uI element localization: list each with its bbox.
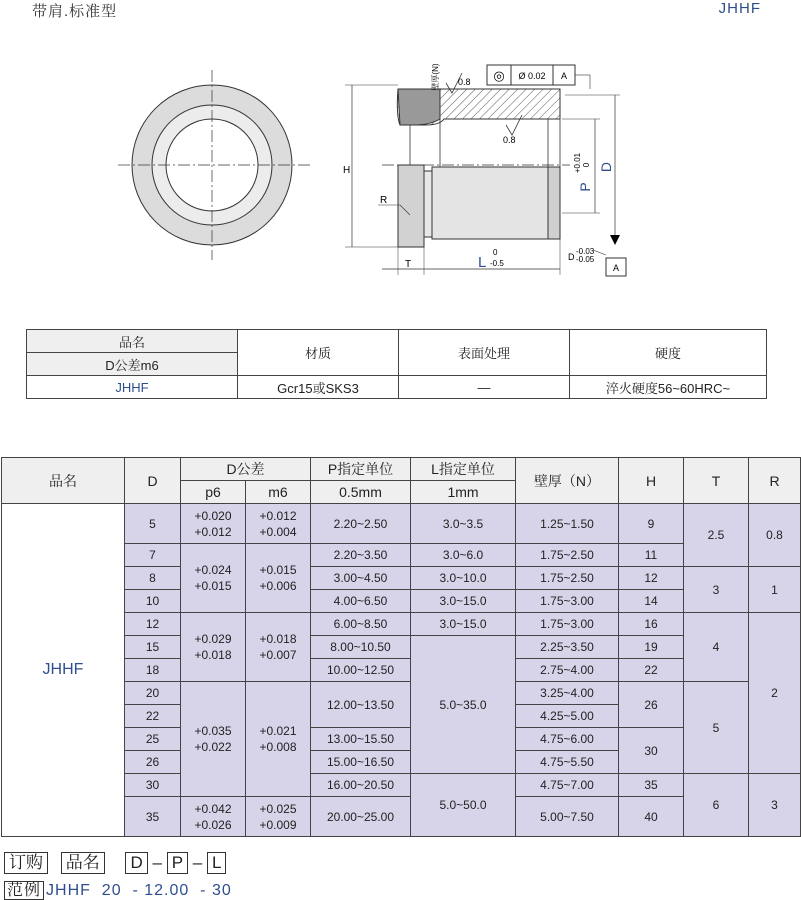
name-header: 品名 — [27, 330, 238, 353]
col-p6: p6 — [181, 481, 246, 504]
technical-drawing — [0, 55, 801, 285]
dim-T: T — [405, 259, 412, 270]
h-r3: 12 — [619, 567, 684, 590]
n-r4: 1.75~3.00 — [516, 590, 619, 613]
t-g3: 4 — [684, 613, 749, 682]
n-r11: 4.75~5.50 — [516, 751, 619, 774]
order-format — [4, 852, 226, 874]
concentricity-value: Ø 0.02 — [518, 71, 546, 81]
p6-g2: +0.024 +0.015 — [181, 544, 246, 613]
tolerance-header: D公差m6 — [27, 353, 238, 376]
example-label: 范例 — [4, 881, 44, 900]
r-g3: 2 — [749, 613, 801, 774]
order-field-L: L — [207, 852, 226, 874]
side-view — [343, 63, 626, 276]
t-g4: 5 — [684, 682, 749, 774]
wall-label: 壁厚(N) — [431, 63, 440, 91]
col-N: 壁厚（N） — [516, 458, 619, 504]
col-T: T — [684, 458, 749, 504]
p-r10: 13.00~15.50 — [311, 728, 411, 751]
r-g4: 3 — [749, 774, 801, 837]
dim-D-tol-lo: -0.05 — [576, 255, 595, 264]
p-r1: 2.20~2.50 — [311, 504, 411, 544]
roughness-label-1: 0.8 — [458, 77, 471, 87]
l-r5: 3.0~15.0 — [411, 613, 516, 636]
order-field-name: 品名 — [61, 852, 105, 874]
d-22: 22 — [125, 705, 181, 728]
l-r2: 3.0~6.0 — [411, 544, 516, 567]
p-r8: 12.00~13.50 — [311, 682, 411, 728]
l-r4: 3.0~15.0 — [411, 590, 516, 613]
spec-table — [26, 329, 767, 399]
n-r8: 3.25~4.00 — [516, 682, 619, 705]
col-P-unit: 0.5mm — [311, 481, 411, 504]
dim-H: H — [343, 165, 351, 176]
r-g1: 0.8 — [749, 504, 801, 567]
dim-P: P — [577, 182, 593, 192]
d-5: 5 — [125, 504, 181, 544]
order-field-D: D — [125, 852, 147, 874]
d-10: 10 — [125, 590, 181, 613]
n-r9: 4.25~5.00 — [516, 705, 619, 728]
n-r7: 2.75~4.00 — [516, 659, 619, 682]
table-product-name: JHHF — [2, 504, 125, 837]
d-20: 20 — [125, 682, 181, 705]
p6-g4: +0.035 +0.022 — [181, 682, 246, 797]
dim-D-small: D — [568, 252, 575, 262]
r-g2: 1 — [749, 567, 801, 613]
n-r5: 1.75~3.00 — [516, 613, 619, 636]
h-g8: 26 — [619, 682, 684, 728]
p6-g1: +0.020 +0.012 — [181, 504, 246, 544]
n-r2: 1.75~2.50 — [516, 544, 619, 567]
order-sep-1: – — [152, 853, 162, 872]
order-example — [4, 877, 232, 900]
roughness-label-2: 0.8 — [503, 135, 516, 145]
l-r3: 3.0~10.0 — [411, 567, 516, 590]
d-12: 12 — [125, 613, 181, 636]
d-15: 15 — [125, 636, 181, 659]
m6-g2: +0.015 +0.006 — [246, 544, 311, 613]
spec-name: JHHF — [27, 376, 238, 399]
h-r13: 40 — [619, 797, 684, 837]
dim-R: R — [380, 195, 388, 206]
d-25: 25 — [125, 728, 181, 751]
p-r11: 15.00~16.50 — [311, 751, 411, 774]
d-26: 26 — [125, 751, 181, 774]
surface-header: 表面处理 — [399, 330, 570, 376]
p6-g5: +0.042 +0.026 — [181, 797, 246, 837]
n-r1: 1.25~1.50 — [516, 504, 619, 544]
col-L: L指定单位 — [411, 458, 516, 481]
p6-g3: +0.029 +0.018 — [181, 613, 246, 682]
p-r2: 2.20~3.50 — [311, 544, 411, 567]
spec-hardness: 淬火硬度56~60HRC~ — [570, 376, 767, 399]
p-r3: 3.00~4.50 — [311, 567, 411, 590]
n-r12: 4.75~7.00 — [516, 774, 619, 797]
spec-material: Gcr15或SKS3 — [238, 376, 399, 399]
p-r12: 16.00~20.50 — [311, 774, 411, 797]
col-name: 品名 — [2, 458, 125, 504]
n-r13: 5.00~7.50 — [516, 797, 619, 837]
spec-surface: — — [399, 376, 570, 399]
t-g1: 2.5 — [684, 504, 749, 567]
h-g9: 30 — [619, 728, 684, 774]
n-r3: 1.75~2.50 — [516, 567, 619, 590]
t-g2: 3 — [684, 567, 749, 613]
datum-A: A — [612, 263, 620, 273]
dim-L: L — [478, 254, 487, 271]
d-18: 18 — [125, 659, 181, 682]
order-label: 订购 — [4, 852, 48, 874]
h-r4: 14 — [619, 590, 684, 613]
p-r6: 8.00~10.50 — [311, 636, 411, 659]
p-r5: 6.00~8.50 — [311, 613, 411, 636]
d-7: 7 — [125, 544, 181, 567]
l-g7: 5.0~50.0 — [411, 774, 516, 837]
d-30: 30 — [125, 774, 181, 797]
n-r10: 4.75~6.00 — [516, 728, 619, 751]
l-g6: 5.0~35.0 — [411, 636, 516, 774]
dim-D: D — [598, 161, 614, 173]
h-r5: 16 — [619, 613, 684, 636]
front-view — [118, 70, 310, 260]
t-g5: 6 — [684, 774, 749, 837]
col-P: P指定单位 — [311, 458, 411, 481]
dimension-table — [1, 457, 801, 837]
p-r4: 4.00~6.50 — [311, 590, 411, 613]
col-dtol: D公差 — [181, 458, 311, 481]
concentricity-datum: A — [560, 71, 568, 81]
col-D: D — [125, 458, 181, 504]
m6-g1: +0.012 +0.004 — [246, 504, 311, 544]
col-R: R — [749, 458, 801, 504]
d-35: 35 — [125, 797, 181, 837]
h-r7: 22 — [619, 659, 684, 682]
n-r6: 2.25~3.50 — [516, 636, 619, 659]
h-r1: 9 — [619, 504, 684, 544]
example-value: JHHF 20 - 12.00 - 30 — [46, 882, 232, 899]
h-r12: 35 — [619, 774, 684, 797]
page-title: 带肩.标准型 — [32, 3, 118, 20]
l-r1: 3.0~3.5 — [411, 504, 516, 544]
col-L-unit: 1mm — [411, 481, 516, 504]
dim-P-tol-lo: 0 — [582, 162, 591, 168]
dim-L-tol-lo: -0.5 — [490, 259, 504, 268]
d-8: 8 — [125, 567, 181, 590]
p-r7: 10.00~12.50 — [311, 659, 411, 682]
col-H: H — [619, 458, 684, 504]
material-header: 材质 — [238, 330, 399, 376]
dim-P-tol-up: +0.01 — [573, 152, 582, 174]
m6-g3: +0.018 +0.007 — [246, 613, 311, 682]
dim-L-tol-up: 0 — [493, 248, 498, 257]
m6-g5: +0.025 +0.009 — [246, 797, 311, 837]
col-m6: m6 — [246, 481, 311, 504]
concentricity-symbol: ◎ — [493, 68, 505, 83]
m6-g4: +0.021 +0.008 — [246, 682, 311, 797]
h-r2: 11 — [619, 544, 684, 567]
dim-D-tol-up: -0.03 — [576, 247, 595, 256]
h-r6: 19 — [619, 636, 684, 659]
hardness-header: 硬度 — [570, 330, 767, 376]
product-code: JHHF — [718, 0, 761, 17]
order-sep-2: – — [192, 853, 203, 872]
p-r13: 20.00~25.00 — [311, 797, 411, 837]
order-field-P: P — [167, 852, 188, 874]
